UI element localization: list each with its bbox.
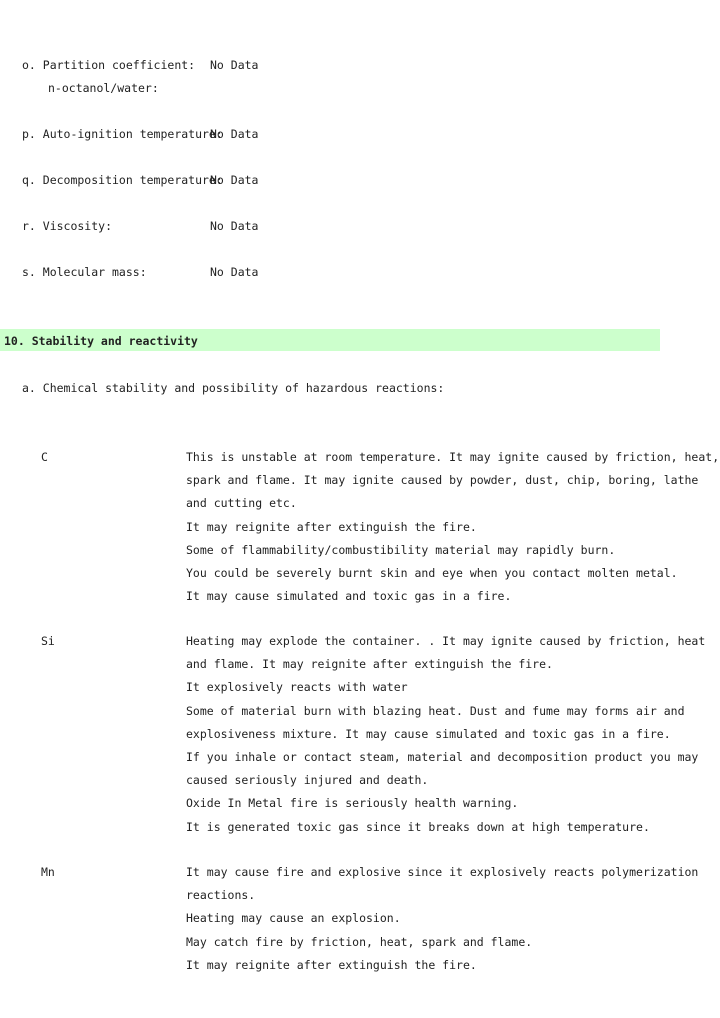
description-line: If you inhale or contact steam, material and decomposition product you may [186, 749, 699, 764]
section-title: 10. Stability and reactivity [4, 334, 198, 348]
element-symbol-c: C [41, 450, 48, 464]
section-banner [0, 329, 660, 351]
description-line: caused seriously injured and death. [186, 773, 429, 788]
description-line: Heating may explode the container. . It may ignite caused by friction, heat [186, 634, 706, 648]
description-line: This is unstable at room temperature. It may ignite caused by friction, heat, [186, 450, 720, 464]
element-symbol-si: Si [41, 634, 55, 648]
property-value-decomposition: No Data [210, 173, 259, 187]
element-description-si [186, 634, 706, 843]
description-line: It may reignite after extinguish the fire. [186, 519, 477, 534]
description-line: spark and flame. It may ignite caused by powder, dust, chip, boring, lathe [186, 473, 699, 488]
description-line: It explosively reacts with water [186, 680, 408, 695]
description-line: Oxide In Metal fire is seriously health warning. [186, 796, 519, 811]
description-line: May catch fire by friction, heat, spark and flame. [186, 934, 533, 949]
property-label-viscosity: r. Viscosity: [22, 219, 113, 233]
property-value-molecular-mass: No Data [210, 265, 259, 279]
property-value-partition: No Data [210, 58, 259, 72]
description-line: Some of flammability/combustibility material may rapidly burn. [186, 542, 616, 557]
description-line: explosiveness mixture. It may cause simulated and toxic gas in a fire. [186, 726, 671, 741]
property-label-decomposition: q. Decomposition temperature: [22, 173, 223, 187]
description-line: reactions. [186, 888, 256, 903]
property-label-autoignition: p. Auto-ignition temperature: [22, 127, 223, 141]
description-line: It may cause fire and explosive since it explosively reacts polymerization [186, 865, 699, 879]
property-label-partition-sub: n-octanol/water: [48, 81, 159, 95]
property-label-molecular-mass: s. Molecular mass: [22, 265, 147, 279]
section-subheading: a. Chemical stability and possibility of hazardous reactions: [22, 381, 445, 395]
description-line: It is generated toxic gas since it breaks down at high temperature. [186, 819, 650, 834]
description-line: Some of material burn with blazing heat. Dust and fume may forms air and [186, 703, 685, 718]
element-description-mn [186, 865, 699, 981]
description-line: You could be severely burnt skin and eye when you contact molten metal. [186, 565, 678, 580]
description-line: It may cause simulated and toxic gas in a fire. [186, 589, 512, 604]
property-label-partition: o. Partition coefficient: [22, 58, 196, 72]
element-description-c [186, 450, 720, 612]
description-line: and flame. It may reignite after extinguish the fire. [186, 657, 553, 672]
description-line: Heating may cause an explosion. [186, 911, 401, 926]
description-line: It may reignite after extinguish the fire. [186, 957, 477, 972]
description-line: and cutting etc. [186, 496, 297, 511]
property-value-autoignition: No Data [210, 127, 259, 141]
property-value-viscosity: No Data [210, 219, 259, 233]
element-symbol-mn: Mn [41, 865, 55, 879]
